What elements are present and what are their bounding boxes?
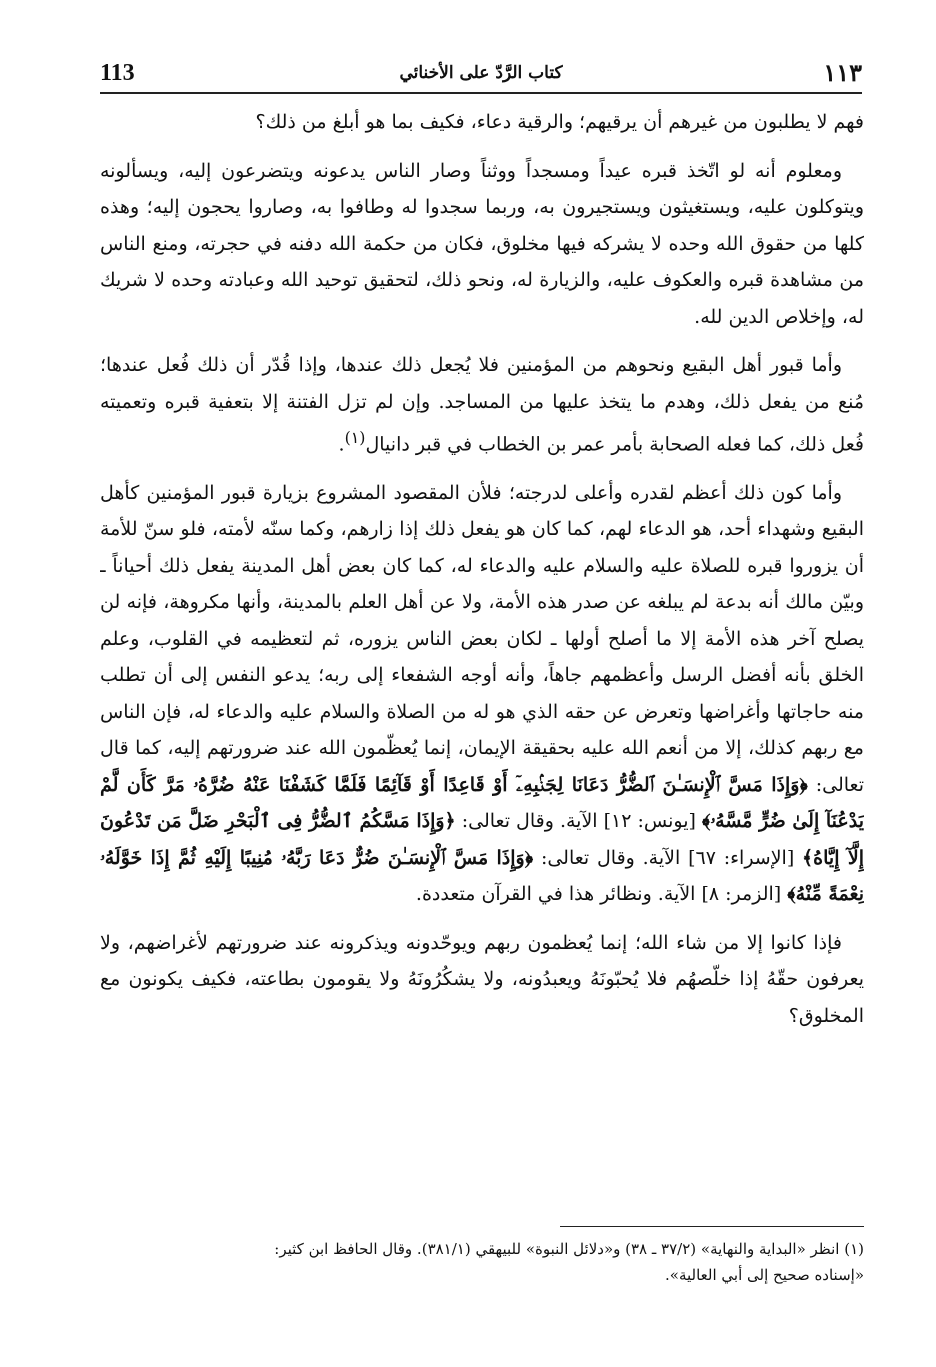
quran-verse-zumar: ﴿وَإِذَا مَسَّ ٱلْإِنسَـٰنَ ضُرٌّ دَعَا رَبَّهُۥ مُنِيبًا إِلَيْهِ ثُمَّ إِذَا خَوَّلَهُۥ نِعْمَةً مِّنْهُ﴾ — [100, 846, 864, 906]
quran-ref-zumar: [الزمر: ٨] الآية. ونظائر هذا في القرآن متعددة. — [415, 883, 782, 906]
page-number-arabic: ١١٣ — [823, 58, 862, 87]
footnote-1-line-1: (١) انظر «البداية والنهاية» (٣٧/٢ ـ ٣٨) و«دلائل النبوة» للبيهقي (٣٨١/١). وقال الحافظ ابن كثير: — [274, 1240, 864, 1258]
paragraph-1: فهم لا يطلبون من غيرهم أن يرقيهم؛ والرقية دعاء، فكيف بما هو أبلغ من ذلك؟ — [255, 111, 864, 133]
quran-ref-isra: [الإسراء: ٦٧] الآية. وقال تعالى: — [540, 846, 795, 869]
paragraph-3 — [100, 347, 864, 463]
paragraph-4-text: وأما كون ذلك أعظم لقدره وأعلى لدرجته؛ فلأن المقصود المشروع بزيارة قبور المؤمنين كأهل البقيع وشهداء أحد، هو الدعاء لهم، كما كان هو يفعل ذلك إذا زارهم، وكما سنّه لأمته، فلو سنّ للأمة أن يزوروا قبره للصلاة عليه والسلام عليه والدعاء له، كما كان بعض أهل المدينة يفعل ذلك أحياناً ـ وبيّن مالك أنه بدعة لم يبلغه عن صدر هذه الأمة، ولا عن أهل العلم بالمدينة، وأنها مكروهة، فإنه لن يصلح آخر هذه الأمة إلا ما أصلح أولها ـ لكان بعض الناس يزوره، ثم لتعظيمه في القلوب، وعلم الخلق بأنه أفضل الرسل وأعظمهم جاهاً، وأنه أوجه الشفعاء إلى ربه؛ يدعو النفس إلى أن تطلب منه حاجاتها وأغراضها وتعرض عن حقه الذي هو له من الصلاة والسلام عليه والدعاء له، فإن الناس مع ربهم كذلك، إلا من أنعم الله عليه بحقيقة الإيمان، إنما يُعظّمون الله عند ضرورتهم إليه، كما قال تعالى: — [100, 481, 864, 796]
main-text — [100, 104, 864, 1209]
footnotes — [100, 1236, 864, 1288]
paragraph-5: فإذا كانوا إلا من شاء الله؛ إنما يُعظمون ربهم ويوحّدونه ويذكرونه عند ضرورتهم لأغراضهم، ولا يعرفون حقّهُ إذا خلّصهُم فلا يُحبّونَهُ ويعبدُونه، ولا يشكُرُونَهُ ولا يقومون بطاعته، فكيف يكونون مع المخلوق؟ — [100, 931, 864, 1027]
page-header — [100, 58, 862, 92]
footnote-rule — [560, 1226, 864, 1227]
quran-ref-yunus: [يونس: ١٢] الآية. وقال تعالى: — [461, 810, 696, 833]
paragraph-4 — [100, 475, 864, 913]
paragraph-3-end: . — [338, 433, 345, 456]
quran-verse-isra: ﴿وَإِذَا مَسَّكُمُ ٱلضُّرُّ فِى ٱلْبَحْرِ ضَلَّ مَن تَدْعُونَ إِلَّآ إِيَّاهُ﴾ — [100, 810, 864, 869]
book-title: كتاب الرَّدّ على الأخنائي — [399, 63, 563, 83]
footnote-1-line-2: «إسناده صحيح إلى أبي العالية». — [665, 1266, 864, 1284]
paragraph-2: ومعلوم أنه لو اتّخذ قبره عيداً ومسجداً ووثناً وصار الناس يدعونه ويتضرعون إليه، ويسألونه ويتوكلون عليه، ويستغيثون ويستجيرون به، وربما سجدوا له وطافوا به، وصاروا يحجون إليه؛ وهذه كلها من حقوق الله وحده لا يشركه فيها مخلوق، فكان من حكمة الله دفنه في حجرته، ومنع الناس من مشاهدة قبره والعكوف عليه، والزيارة له، ونحو ذلك، لتحقيق توحيد الله وعبادته وحده لا شريك له، وإخلاص الدين لله. — [100, 159, 864, 328]
paragraph-3-text: وأما قبور أهل البقيع ونحوهم من المؤمنين فلا يُجعل ذلك عندها، وإذا قُدّر أن ذلك فُعل عندها؛ مُنع من يفعل ذلك، وهدم ما يتخذ عليها من المساجد. وإن لم تزل الفتنة إلا بتعفية قبره وتعميته فُعل ذلك، كما فعله الصحابة بأمر عمر بن الخطاب في قبر دانيال — [100, 354, 864, 456]
footnote-reference[interactable]: (١) — [344, 428, 366, 447]
header-rule — [100, 92, 862, 94]
page-number-latin: 113 — [100, 60, 135, 86]
quran-verse-yunus: ﴿وَإِذَا مَسَّ ٱلْإِنسَـٰنَ ٱلضُّرُّ دَعَانَا لِجَنۢبِهِۦٓ أَوْ قَاعِدًا أَوْ قَآئِمًا فَلَمَّا كَشَفْنَا عَنْهُ ضُرَّهُۥ مَرَّ كَأَن لَّمْ يَدْعُنَآ إِلَىٰ ضُرٍّ مَّسَّهُۥ﴾ — [100, 773, 864, 833]
